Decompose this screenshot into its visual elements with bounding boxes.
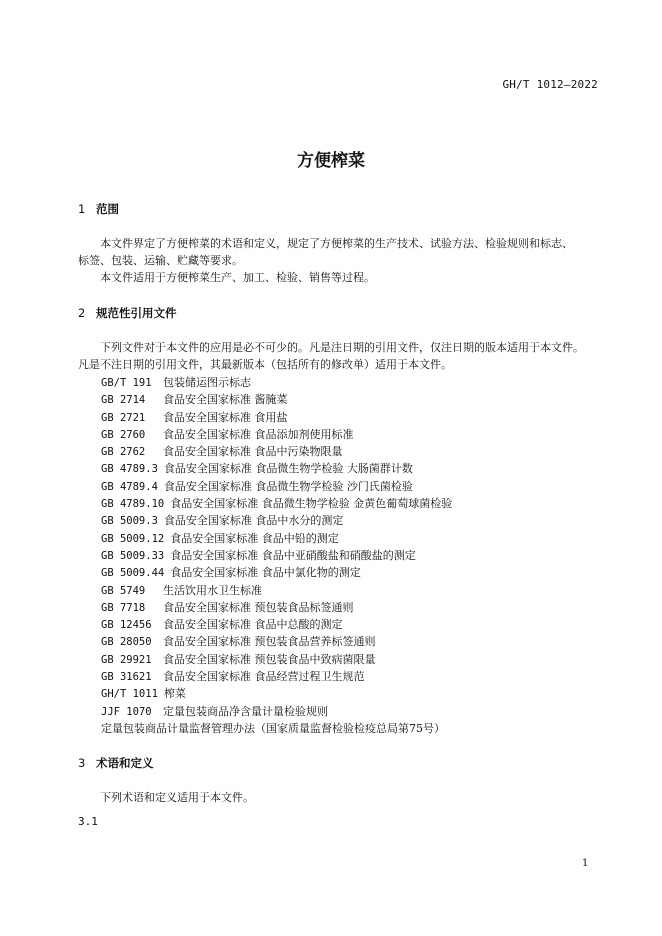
reference-title: 食品安全国家标准 食品中总酸的测定 [163, 618, 343, 632]
section-2-heading [78, 305, 177, 321]
reference-item [101, 685, 601, 702]
reference-item [101, 530, 601, 547]
section-1-number: 1 [78, 202, 86, 216]
section-2-intro [78, 339, 598, 373]
document-title: 方便榨菜 [297, 151, 365, 171]
section-2-number: 2 [78, 306, 86, 320]
section-1-body [78, 235, 598, 286]
reference-item [101, 651, 601, 668]
reference-title: 食品安全国家标准 预包装食品中致病菌限量 [163, 652, 376, 666]
reference-item [101, 443, 601, 460]
reference-code: GB 5009.44 [101, 567, 165, 580]
reference-item [101, 633, 601, 650]
reference-code: GB 5009.33 [101, 549, 165, 562]
reference-code: GB 4789.4 [101, 480, 158, 493]
reference-title: 食品安全国家标准 预包装食品营养标签通则 [163, 635, 376, 649]
reference-item [101, 564, 601, 581]
reference-item [101, 547, 601, 564]
reference-item [101, 703, 601, 720]
reference-code: GB 2721 [101, 411, 146, 424]
reference-title: 食品安全国家标准 酱腌菜 [163, 393, 288, 407]
reference-code: GB/T 191 [101, 377, 152, 389]
reference-item [101, 495, 601, 512]
document-code: GH/T 1012—2022 [502, 78, 598, 91]
section-3-intro [78, 789, 598, 806]
reference-code: GB 12456 [101, 619, 152, 632]
section-3-number: 3 [78, 756, 86, 770]
reference-item [101, 720, 601, 737]
section-2-title: 规范性引用文件 [96, 306, 177, 320]
reference-item [101, 478, 601, 495]
reference-code: GB 5749 [101, 584, 146, 597]
reference-item [101, 668, 601, 685]
reference-title: 食品安全国家标准 食品中氯化物的测定 [170, 566, 361, 580]
page-number: 1 [582, 858, 589, 869]
reference-title: 食品安全国家标准 食品经营过程卫生规范 [163, 670, 365, 684]
reference-item [101, 460, 601, 477]
reference-code: GB 31621 [101, 671, 152, 684]
reference-item [101, 512, 601, 529]
reference-title: 食品安全国家标准 食用盐 [163, 410, 288, 424]
reference-code: GB 5009.12 [101, 532, 165, 545]
reference-title: 食品安全国家标准 预包装食品标签通则 [163, 600, 354, 614]
scope-paragraph-2: 本文件适用于方便榨菜生产、加工、检验、销售等过程。 [100, 271, 375, 284]
reference-title: 定量包装商品计量监督管理办法（国家质量监督检验检疫总局第75号） [101, 721, 445, 735]
reference-title: 食品安全国家标准 食品微生物学检验 大肠菌群计数 [163, 462, 413, 476]
reference-title: 食品安全国家标准 食品微生物学检验 金黄色葡萄球菌检验 [170, 497, 453, 511]
terms-intro: 下列术语和定义适用于本文件。 [100, 791, 254, 804]
section-3-title: 术语和定义 [96, 756, 154, 770]
reference-code: GB 2760 [101, 428, 146, 441]
reference-code: GB 4789.10 [101, 498, 165, 511]
reference-title: 食品安全国家标准 食品中水分的测定 [163, 514, 344, 528]
reference-code: GB 7718 [101, 601, 146, 614]
section-3-heading [78, 755, 154, 771]
reference-item [101, 409, 601, 426]
reference-code: JJF 1070 [101, 705, 152, 718]
reference-code: GB 2762 [101, 446, 146, 459]
reference-item [101, 374, 601, 391]
reference-code: GB 29921 [101, 653, 152, 666]
reference-code: GH/T 1011 [101, 688, 158, 701]
normative-references-list [101, 374, 601, 737]
reference-code: GB 4789.3 [101, 463, 158, 476]
reference-code: GB 28050 [101, 636, 152, 649]
references-intro-line-1: 下列文件对于本文件的应用是必不可少的。凡是注日期的引用文件，仅注日期的版本适用于本文件。 [100, 341, 584, 354]
reference-item [101, 391, 601, 408]
reference-title: 食品安全国家标准 食品中铅的测定 [170, 531, 339, 545]
reference-title: 榨菜 [163, 687, 186, 701]
reference-title: 食品安全国家标准 食品中污染物限量 [163, 445, 343, 459]
reference-code: GB 2714 [101, 394, 146, 407]
reference-item [101, 616, 601, 633]
section-1-title: 范围 [96, 202, 119, 216]
clause-number: 3.1 [78, 815, 98, 828]
reference-item [101, 582, 601, 599]
scope-paragraph-line-2: 标签、包装、运输、贮藏等要求。 [78, 254, 243, 267]
reference-item [101, 426, 601, 443]
reference-title: 食品安全国家标准 食品微生物学检验 沙门氏菌检验 [163, 479, 413, 493]
scope-paragraph-line-1: 本文件界定了方便榨菜的术语和定义，规定了方便榨菜的生产技术、试验方法、检验规则和标志、 [100, 237, 573, 250]
reference-code: GB 5009.3 [101, 515, 158, 528]
reference-item [101, 599, 601, 616]
reference-title: 食品安全国家标准 食品中亚硝酸盐和硝酸盐的测定 [170, 548, 416, 562]
reference-title: 包装储运图示标志 [163, 376, 251, 389]
section-1-heading [78, 201, 119, 217]
references-intro-line-2: 凡是不注日期的引用文件，其最新版本（包括所有的修改单）适用于本文件。 [78, 358, 452, 371]
reference-title: 生活饮用水卫生标准 [163, 583, 262, 597]
reference-title: 定量包装商品净含量计量检验规则 [163, 704, 328, 718]
reference-title: 食品安全国家标准 食品添加剂使用标准 [163, 427, 354, 441]
